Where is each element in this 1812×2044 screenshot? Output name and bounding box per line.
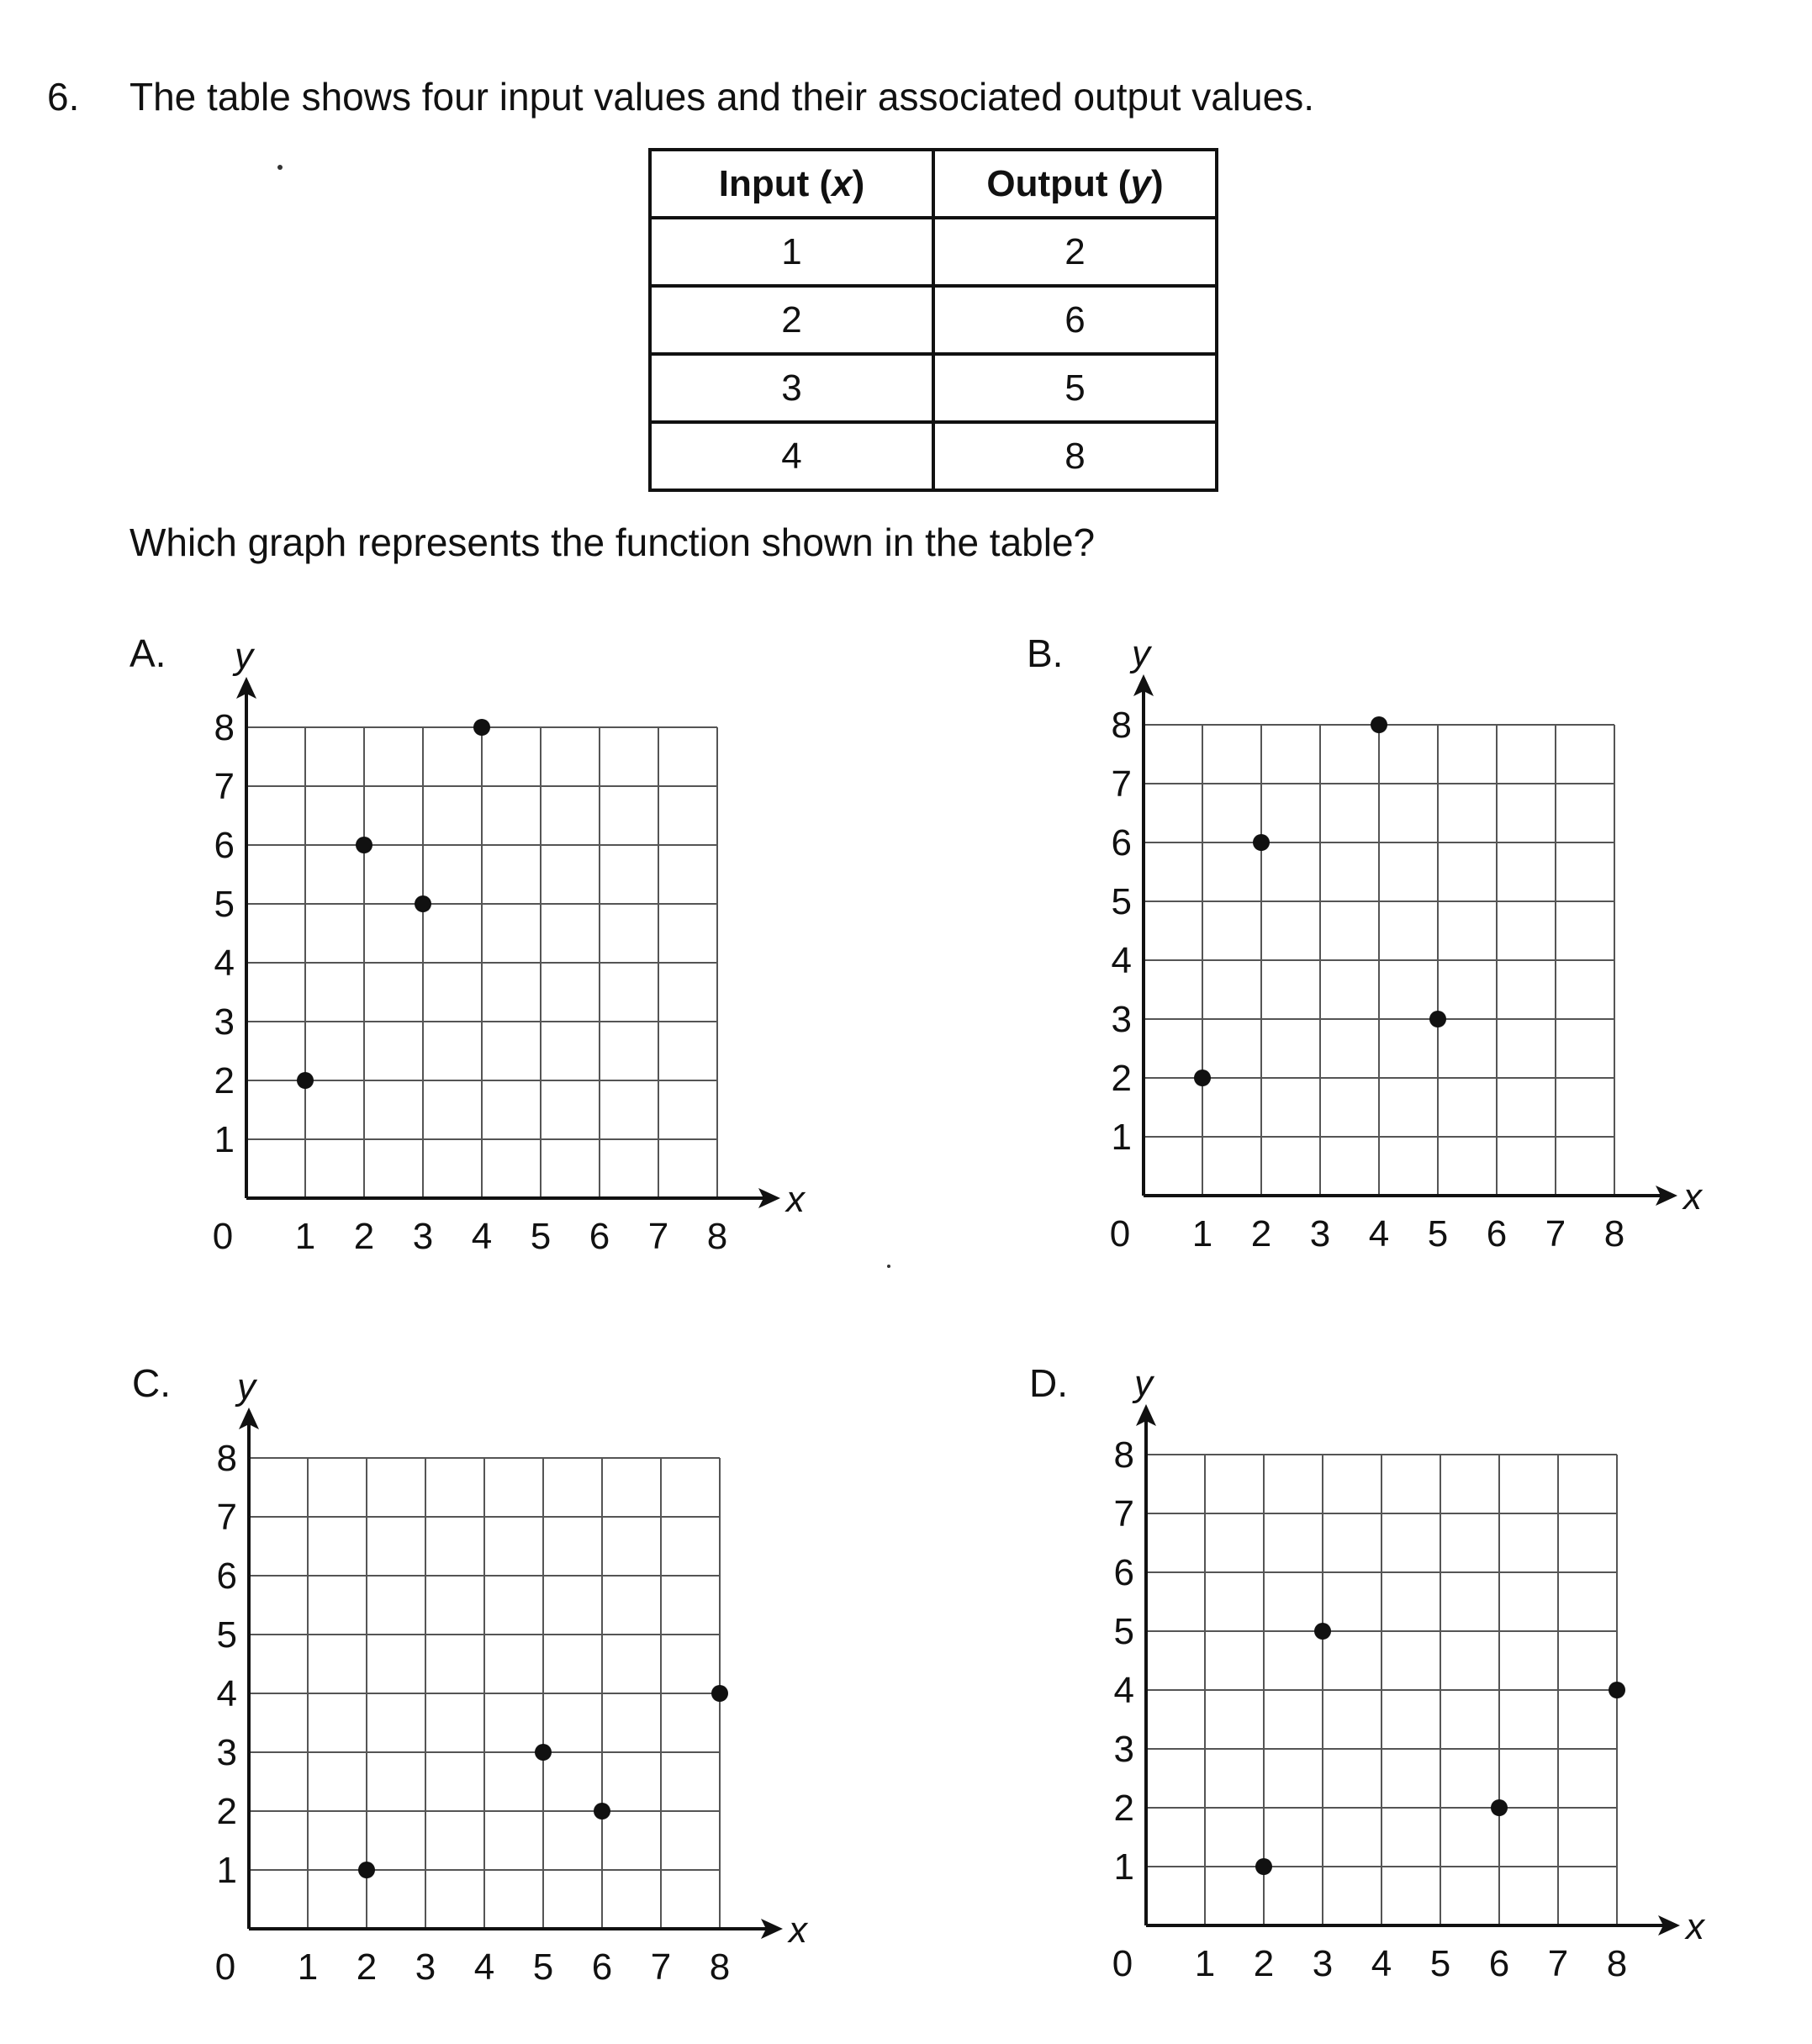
data-point	[473, 719, 490, 736]
data-point	[1194, 1070, 1211, 1086]
option-b-label[interactable]: B.	[1027, 631, 1064, 675]
data-point	[1429, 1011, 1446, 1027]
x-tick-label: 1	[294, 1216, 316, 1257]
question-text: The table shows four input values and their associated output values.	[129, 75, 1314, 119]
y-tick-label: 8	[1111, 705, 1132, 746]
x-tick-label: 7	[647, 1216, 669, 1257]
table-cell-input: 3	[650, 354, 933, 422]
y-tick-label: 7	[214, 766, 235, 807]
y-tick-label: 4	[1113, 1670, 1134, 1711]
y-tick-label: 2	[216, 1791, 237, 1832]
data-point	[594, 1803, 610, 1820]
table-header-output: Output (y)	[933, 150, 1217, 218]
x-axis-label: x	[1683, 1176, 1702, 1217]
x-tick-label: 0	[214, 1946, 236, 1988]
x-tick-label: 8	[1606, 1943, 1628, 1984]
x-tick-label: 0	[1109, 1213, 1131, 1254]
table-cell-input: 2	[650, 286, 933, 354]
option-a-label[interactable]: A.	[129, 631, 166, 675]
y-tick-label: 4	[216, 1673, 237, 1714]
option-d-label[interactable]: D.	[1029, 1361, 1068, 1405]
data-point	[1314, 1623, 1331, 1640]
x-axis-label: x	[789, 1909, 807, 1951]
table-cell-input: 4	[650, 422, 933, 490]
data-point	[415, 895, 431, 912]
x-axis-label: x	[786, 1179, 805, 1220]
data-point	[1491, 1799, 1508, 1816]
table-cell-output: 5	[933, 354, 1217, 422]
y-tick-label: 2	[1113, 1788, 1134, 1829]
y-tick-label: 7	[216, 1497, 237, 1538]
y-tick-label: 3	[216, 1732, 237, 1773]
y-tick-label: 2	[1111, 1058, 1132, 1099]
x-tick-label: 5	[1429, 1943, 1451, 1984]
y-axis-label: y	[1134, 1363, 1153, 1404]
y-tick-label: 7	[1113, 1493, 1134, 1534]
data-point	[1371, 716, 1387, 733]
y-tick-label: 5	[1111, 881, 1132, 922]
y-tick-label: 8	[1113, 1434, 1134, 1476]
header-variable: y	[1130, 162, 1151, 204]
x-tick-label: 2	[353, 1216, 375, 1257]
x-tick-label: 4	[1368, 1213, 1390, 1254]
x-tick-label: 5	[532, 1946, 554, 1988]
x-tick-label: 2	[356, 1946, 378, 1988]
y-tick-label: 6	[1111, 822, 1132, 864]
data-point	[1255, 1858, 1272, 1875]
x-tick-label: 1	[1194, 1943, 1216, 1984]
y-tick-label: 6	[214, 825, 235, 866]
x-tick-label: 7	[1545, 1213, 1566, 1254]
table-cell-input: 1	[650, 218, 933, 286]
question-prompt: Which graph represents the function shown in the table?	[129, 520, 1096, 564]
x-tick-label: 8	[709, 1946, 731, 1988]
table-cell-output: 8	[933, 422, 1217, 490]
y-tick-label: 4	[1111, 940, 1132, 981]
data-point	[358, 1862, 375, 1878]
y-tick-label: 1	[216, 1850, 237, 1891]
x-tick-label: 6	[591, 1946, 613, 1988]
y-tick-label: 4	[214, 943, 235, 984]
y-tick-label: 3	[214, 1001, 235, 1043]
x-tick-label: 3	[412, 1216, 434, 1257]
table-cell-output: 6	[933, 286, 1217, 354]
table-cell-output: 2	[933, 218, 1217, 286]
x-tick-label: 6	[589, 1216, 610, 1257]
x-tick-label: 7	[650, 1946, 672, 1988]
x-tick-label: 4	[473, 1946, 495, 1988]
y-tick-label: 1	[1113, 1846, 1134, 1888]
data-point	[711, 1685, 728, 1702]
x-tick-label: 0	[1112, 1943, 1133, 1984]
table-header-input: Input (x)	[650, 150, 933, 218]
y-axis-label: y	[1132, 633, 1150, 674]
y-tick-label: 8	[214, 707, 235, 748]
y-tick-label: 1	[1111, 1117, 1132, 1158]
x-tick-label: 3	[1309, 1213, 1331, 1254]
y-tick-label: 5	[1113, 1611, 1134, 1652]
header-variable: x	[832, 162, 853, 204]
x-tick-label: 1	[1191, 1213, 1213, 1254]
coordinate-grid-d	[1112, 1363, 1706, 1984]
y-tick-label: 7	[1111, 763, 1132, 805]
y-tick-label: 6	[216, 1555, 237, 1597]
y-tick-label: 5	[216, 1614, 237, 1656]
x-tick-label: 8	[1603, 1213, 1625, 1254]
x-tick-label: 0	[212, 1216, 234, 1257]
y-tick-label: 3	[1113, 1729, 1134, 1770]
data-point	[535, 1744, 552, 1761]
y-tick-label: 2	[214, 1060, 235, 1101]
y-tick-label: 1	[214, 1119, 235, 1160]
x-tick-label: 1	[297, 1946, 319, 1988]
x-tick-label: 2	[1253, 1943, 1275, 1984]
x-tick-label: 5	[530, 1216, 552, 1257]
x-tick-label: 3	[415, 1946, 436, 1988]
option-c-label[interactable]: C.	[132, 1361, 171, 1405]
scan-speck	[887, 1265, 890, 1268]
y-tick-label: 6	[1113, 1552, 1134, 1593]
y-tick-label: 5	[214, 884, 235, 925]
x-tick-label: 4	[1371, 1943, 1392, 1984]
header-label: Output	[986, 162, 1108, 204]
x-axis-label: x	[1686, 1906, 1704, 1947]
data-point	[1253, 834, 1270, 851]
data-point	[1609, 1682, 1625, 1698]
data-point	[356, 837, 372, 853]
y-tick-label: 8	[216, 1438, 237, 1479]
coordinate-grid-b	[1110, 633, 1704, 1254]
y-axis-label: y	[237, 1366, 256, 1408]
y-axis-label: y	[235, 636, 253, 677]
y-tick-label: 3	[1111, 999, 1132, 1040]
x-tick-label: 4	[471, 1216, 493, 1257]
x-tick-label: 3	[1312, 1943, 1334, 1984]
x-tick-label: 8	[706, 1216, 728, 1257]
data-point	[297, 1072, 314, 1089]
scan-speck	[277, 165, 283, 170]
x-tick-label: 7	[1547, 1943, 1569, 1984]
x-tick-label: 5	[1427, 1213, 1449, 1254]
x-tick-label: 6	[1486, 1213, 1508, 1254]
coordinate-grid-a	[213, 636, 806, 1257]
header-label: Input	[718, 162, 810, 204]
x-tick-label: 2	[1250, 1213, 1272, 1254]
question-number: 6.	[47, 75, 80, 119]
coordinate-grid-c	[215, 1366, 809, 1988]
x-tick-label: 6	[1488, 1943, 1510, 1984]
